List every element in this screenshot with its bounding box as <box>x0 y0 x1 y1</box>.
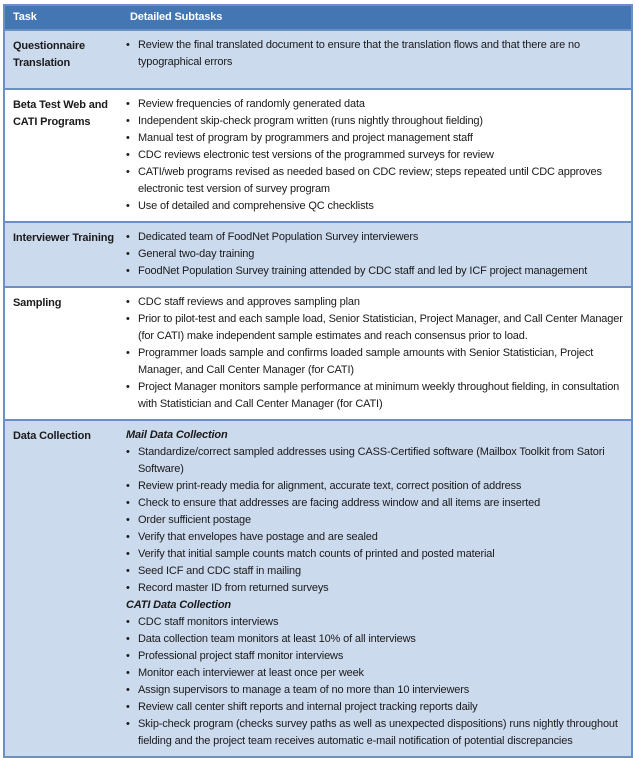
subtask-bullet: • Verify that envelopes have postage and are sealed <box>125 529 623 546</box>
table-row <box>4 222 632 287</box>
task-cell: Questionnaire Translation <box>4 30 122 89</box>
subtask-bullet: • Data collection team monitors at least 10% of all interviews <box>125 631 623 648</box>
subtask-bullet: • FoodNet Population Survey training attended by CDC staff and led by ICF project management <box>125 263 623 280</box>
subtask-bullet: • Manual test of program by programmers and project management staff <box>125 130 623 147</box>
table-row <box>4 287 632 420</box>
subtask-bullet: • Review print-ready media for alignment, accurate text, correct position of address <box>125 478 623 495</box>
subtask-bullet: • Skip-check program (checks survey paths as well as unexpected dispositions) runs nightly throughout fielding and the project team receives automatic e-mail notification of potential discrepancies <box>125 716 623 750</box>
subtask-bullet: • Assign supervisors to manage a team of no more than 10 interviewers <box>125 682 623 699</box>
subtask-bullet: • Independent skip-check program written (runs nightly throughout fielding) <box>125 113 623 130</box>
subtask-bullet: • Dedicated team of FoodNet Population Survey interviewers <box>125 229 623 246</box>
subtask-bullet-list <box>125 37 623 71</box>
subtask-bullet: • CDC staff reviews and approves sampling plan <box>125 294 623 311</box>
task-cell: Sampling <box>4 287 122 420</box>
task-cell: Beta Test Web and CATI Programs <box>4 89 122 222</box>
subtask-bullet: • CDC reviews electronic test versions of the programmed surveys for review <box>125 147 623 164</box>
subtask-bullet-list <box>125 444 623 597</box>
subtasks-column-header: Detailed Subtasks <box>122 5 632 30</box>
subtask-bullet: • Seed ICF and CDC staff in mailing <box>125 563 623 580</box>
table-body <box>4 30 632 757</box>
subtask-group-heading: Mail Data Collection <box>126 429 228 441</box>
table-row <box>4 89 632 222</box>
subtask-bullet: • Check to ensure that addresses are facing address window and all items are inserted <box>125 495 623 512</box>
subtasks-cell <box>122 30 632 89</box>
subtask-bullet: • CDC staff monitors interviews <box>125 614 623 631</box>
subtask-group-heading: CATI Data Collection <box>126 599 231 611</box>
subtask-bullet: • Verify that initial sample counts match counts of printed and posted material <box>125 546 623 563</box>
task-cell: Interviewer Training <box>4 222 122 287</box>
task-column-header: Task <box>4 5 122 30</box>
subtask-bullet-list <box>125 229 623 280</box>
subtask-bullet: • Review the final translated document to ensure that the translation flows and that there are no typographical errors <box>125 37 623 71</box>
subtask-bullet-list <box>125 614 623 750</box>
qc-task-table <box>3 4 633 758</box>
subtask-bullet: • Programmer loads sample and confirms loaded sample amounts with Senior Statistician, Project Manager, and Call Center Manager (for CATI) <box>125 345 623 379</box>
subtasks-cell <box>122 222 632 287</box>
subtask-bullet: • Project Manager monitors sample performance at minimum weekly throughout fielding, in consultation with Statistician and Call Center Manager (for CATI) <box>125 379 623 413</box>
subtasks-cell <box>122 89 632 222</box>
table-row <box>4 30 632 89</box>
subtask-bullet: • Prior to pilot-test and each sample load, Senior Statistician, Project Manager, and Call Center Manager (for CATI) make independent sample estimates and reach consensus prior to load. <box>125 311 623 345</box>
subtask-bullet: • Order sufficient postage <box>125 512 623 529</box>
table-row <box>4 420 632 757</box>
subtask-bullet: • Professional project staff monitor interviews <box>125 648 623 665</box>
subtask-bullet-list <box>125 294 623 413</box>
subtask-bullet: • Review frequencies of randomly generated data <box>125 96 623 113</box>
table-header-row <box>4 5 632 30</box>
subtask-bullet: • Use of detailed and comprehensive QC checklists <box>125 198 623 215</box>
subtask-bullet: • General two-day training <box>125 246 623 263</box>
subtask-bullet: • CATI/web programs revised as needed based on CDC review; steps repeated until CDC approves electronic test version of survey program <box>125 164 623 198</box>
subtasks-cell <box>122 287 632 420</box>
subtask-bullet-list <box>125 96 623 215</box>
subtask-bullet: • Record master ID from returned surveys <box>125 580 623 597</box>
subtask-bullet: • Monitor each interviewer at least once per week <box>125 665 623 682</box>
subtasks-cell <box>122 420 632 757</box>
subtask-bullet: • Review call center shift reports and internal project tracking reports daily <box>125 699 623 716</box>
task-cell: Data Collection <box>4 420 122 757</box>
subtask-bullet: • Standardize/correct sampled addresses using CASS-Certified software (Mailbox Toolkit from Satori Software) <box>125 444 623 478</box>
